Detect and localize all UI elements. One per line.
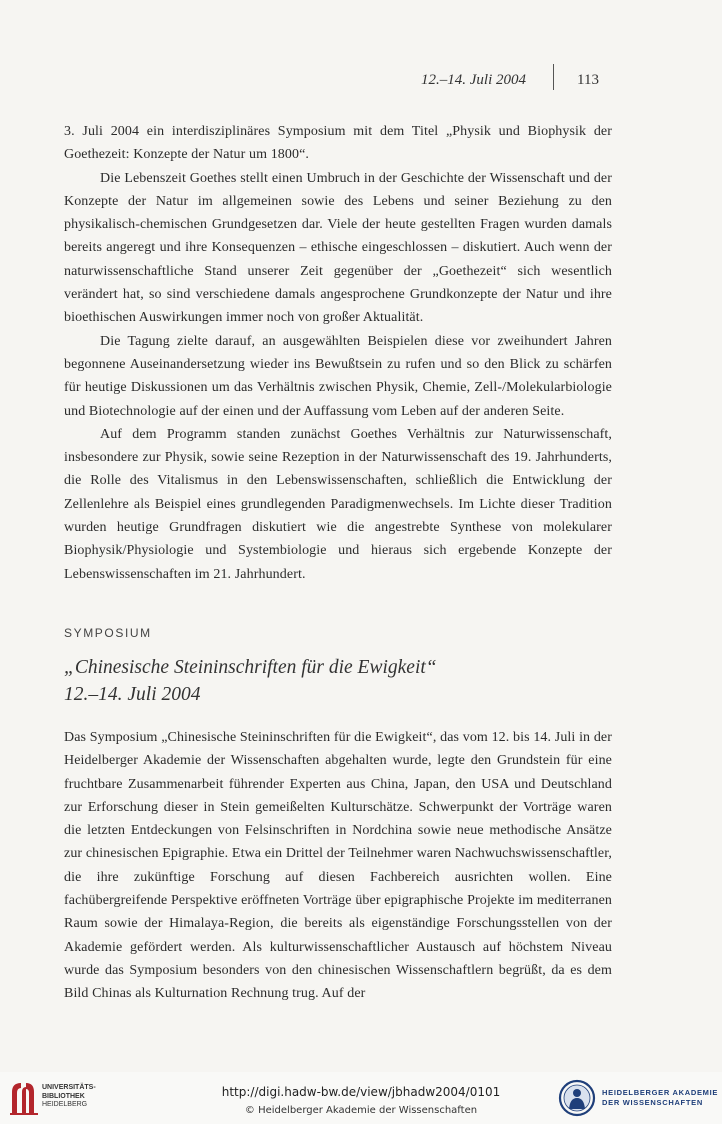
academy-seal-icon — [558, 1078, 596, 1118]
running-head-divider — [553, 64, 554, 90]
permalink-url[interactable]: http://digi.hadw-bw.de/view/jbhadw2004/0101 — [221, 1085, 501, 1099]
ub-line: UNIVERSITÄTS- — [42, 1084, 96, 1091]
body-text-top — [64, 120, 612, 586]
body-text-bottom — [64, 726, 612, 1006]
copyright-notice: © Heidelberger Akademie der Wissenschaften — [244, 1105, 478, 1116]
symposium-section-heading — [64, 626, 612, 708]
academy-line: DER WISSENSCHAFTEN — [602, 1097, 703, 1107]
section-title-line1: „Chinesische Steininschriften für die Ewigkeit“ — [64, 657, 437, 678]
paragraph: 3. Juli 2004 ein interdisziplinäres Symposium mit dem Titel „Physik und Biophysik der Goethezeit: Konzepte der Natur um 1800“. — [64, 124, 612, 163]
section-label: SYMPOSIUM — [64, 626, 152, 640]
section-title-line2: 12.–14. Juli 2004 — [64, 684, 201, 705]
academy-name — [602, 1088, 718, 1107]
footer — [0, 1072, 722, 1124]
academy-line: HEIDELBERGER AKADEMIE — [602, 1088, 719, 1097]
ub-line: HEIDELBERG — [42, 1101, 88, 1108]
page-number: 113 — [577, 72, 599, 88]
ub-line: BIBLIOTHEK — [42, 1092, 85, 1100]
running-head-title: 12.–14. Juli 2004 — [421, 72, 526, 88]
paragraph: Das Symposium „Chinesische Steininschriften für die Ewigkeit“, das vom 12. bis 14. Juli in der Heidelberger Akademie der Wissenschaften abgehalten wurde, legte den Grundstein für eine fruchtbare Zusammenarbeit führender Experten aus China, Japan, den USA und Deutschland zur Erforschung dieser in Stein gemeißelten Kulturschätze. Schwerpunkt der Vorträge waren die letzten Entdeckungen von Felsinschriften in Nordchina sowie neue methodische Ansätze zur chinesischen Epigraphie. Etwa ein Drittel der Teilnehmer waren Nachwuchswissenschaftler, die ihre zukünftige Forschung auf diesen Fachbereich ausrichten wollen. Eine fachübergreifende Perspektive eröffneten Vorträge über epigraphische Projekte im mediterranen Raum sowie der Himalaya-Region, die bereits als eigenständige Forschungsstellen von der Akademie gefördert werden. Als kulturwissenschaftlicher Austausch auf höchstem Niveau wurde das Symposium besonders von den chinesischen Wissenschaftlern begrüßt, da es dem Bild Chinas als Kulturnation Rechnung trug. Auf der — [64, 730, 612, 1002]
paragraph: Die Tagung zielte darauf, an ausgewählten Beispielen diese vor zweihundert Jahren begonnene Auseinandersetzung wieder ins Bewußtsein zu rufen und so den Blick zu schärfen für heutige Diskussionen um das Verhältnis zwischen Physik, Chemie, Zell-/Molekularbiologie und Biotechnologie auf der einen und der Auffassung vom Leben auf der anderen Seite. — [64, 333, 612, 419]
running-head — [0, 70, 722, 94]
paragraph: Auf dem Programm standen zunächst Goethes Verhältnis zur Naturwissenschaft, insbesondere zur Physik, sowie seine Rezeption in der Naturwissenschaft des 19. Jahrhunderts, die Rolle des Vitalismus in den Lebenswissenschaften, schließlich die Entwicklung der Zellenlehre als Beispiel eines grundlegenden Paradigmenwechsels. Im Lichte dieser Tradition wurden heutige Grundfragen diskutiert wie die angestrebte Synthese von molekularer Biophysik/Physiologie und Systembiologie und hieraus sich ergebende Konzepte der Lebenswissenschaften im 21. Jahrhundert. — [64, 426, 612, 582]
paragraph: Die Lebenszeit Goethes stellt einen Umbruch in der Geschichte der Wissenschaft und der Konzepte der Natur im allgemeinen sowie des Lebens und seiner Beziehung zu den physikalisch-chemischen Grundgesetzen dar. Viele der heute gestellten Fragen wurden damals bereits angeregt und ihre Konsequenzen – ethische eingeschlossen – diskutiert. Auch wenn der naturwissenschaftliche Stand unserer Zeit gegenüber der „Goethezeit“ sich wesentlich verändert hat, so sind verschiedene damals angesprochene Grundkonzepte der Natur und ihre bioethischen Auswirkungen immer noch von großer Aktualität. — [64, 170, 612, 326]
